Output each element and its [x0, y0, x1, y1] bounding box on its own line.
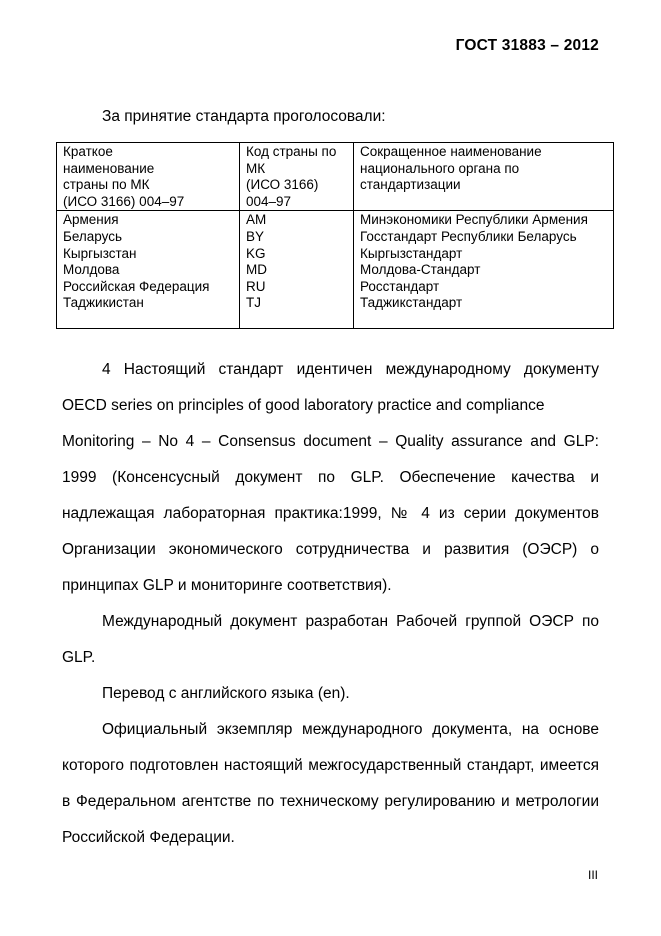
country-name: Российская Федерация [63, 278, 210, 294]
header-line: Сокращенное наименование [360, 144, 542, 159]
header-line: страны по МК [63, 177, 150, 193]
header-line: национального органа по [360, 160, 520, 176]
national-body: Кыргызстандарт [360, 245, 463, 261]
header-line: Код страны по [246, 144, 337, 159]
national-body: Минэкономики Республики Армения [360, 212, 588, 228]
header-country-name [57, 143, 240, 211]
document-code: ГОСТ 31883 – 2012 [455, 37, 599, 54]
country-name: Молдова [63, 262, 120, 278]
header-national-body [354, 143, 614, 211]
paragraph-identity-statement: 4 Настоящий стандарт идентичен международному документу [102, 361, 599, 378]
table-header-row [57, 143, 614, 211]
paragraph-translation: Перевод с английского языка (en). [102, 685, 350, 702]
paragraph-developer: Международный документ разработан Рабочей группой ОЭСР по GLP. [62, 613, 599, 666]
paragraph-oecd-details: Monitoring – No 4 – Consensus document – Quality assurance and GLP: 1999 (Консенсусный документ по GLP. Обеспечение качества и надлежащая лабораторная практика:1999, № 4 из серии документов Организации экономического сотрудничества и развития (ОЭСР) о принципах GLP и мониторинге соответствия). [62, 433, 599, 594]
national-body: Таджикстандарт [360, 295, 463, 311]
header-line: (ИСО 3166) [246, 177, 319, 193]
national-body: Росстандарт [360, 278, 440, 294]
header-line: 004–97 [246, 193, 292, 209]
paragraph-official-copy: Официальный экземпляр международного документа, на основе которого подготовлен настоящий межгосударственный стандарт, имеется в Федеральном агентстве по техническому регулированию и метрологии Российской Федерации. [62, 721, 599, 846]
national-body: Молдова-Стандарт [360, 262, 481, 278]
country-code: RU [246, 278, 266, 294]
country-code: MD [246, 262, 267, 278]
body-text [62, 352, 599, 856]
paragraph-oecd-title: OECD series on principles of good laboratory practice and compliance [62, 397, 545, 414]
national-bodies-column [354, 211, 614, 329]
country-names-column [57, 211, 240, 329]
country-codes-column [240, 211, 354, 329]
country-code: KG [246, 245, 266, 261]
country-name: Кыргызстан [63, 245, 137, 261]
header-line: (ИСО 3166) 004–97 [63, 193, 185, 209]
country-name: Армения [63, 212, 119, 228]
voting-table [56, 142, 614, 329]
country-code: AM [246, 212, 267, 228]
national-body: Госстандарт Республики Беларусь [360, 228, 577, 244]
page-number: III [587, 868, 598, 882]
country-code: BY [246, 228, 265, 244]
header-line: МК [246, 160, 266, 176]
voting-intro: За принятие стандарта проголосовали: [102, 108, 386, 125]
header-line: стандартизации [360, 177, 461, 193]
header-country-code [240, 143, 354, 211]
country-name: Таджикистан [63, 295, 144, 311]
table-body-row [57, 211, 614, 329]
header-line: Краткое [63, 144, 113, 159]
header-line: наименование [63, 160, 155, 176]
country-code: TJ [246, 295, 261, 311]
country-name: Беларусь [63, 228, 123, 244]
